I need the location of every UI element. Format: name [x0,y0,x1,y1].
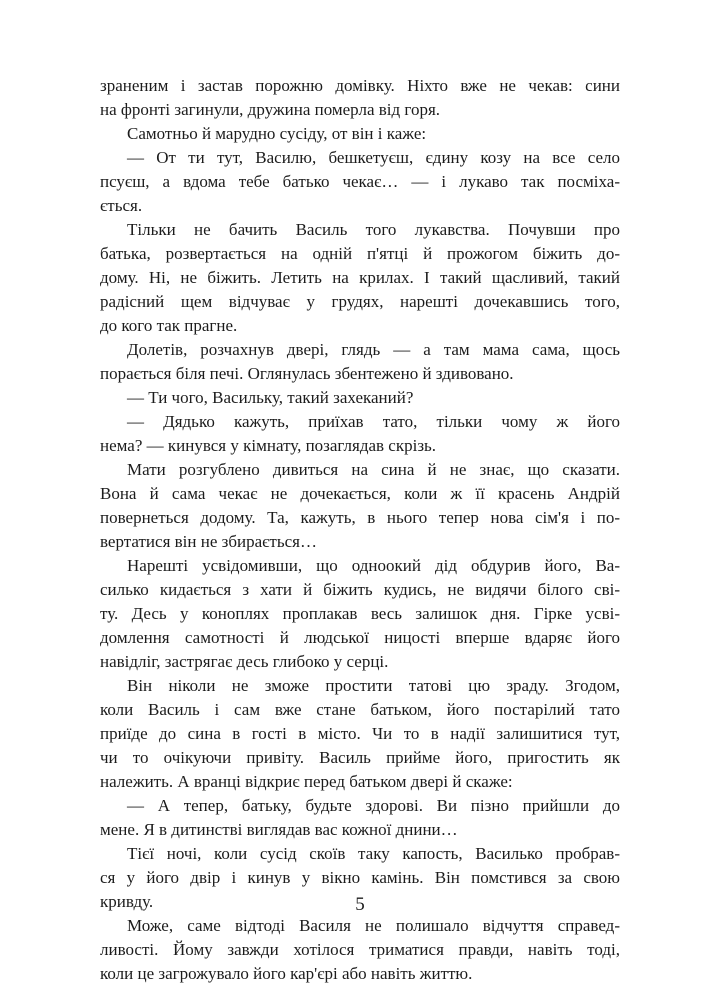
text-line: — От ти тут, Василю, бешкетуєш, єдину козу на все село [127,148,620,167]
text-line: псуєш, а вдома тебе батько чекає… — і лукаво так посміха- [100,172,620,191]
text-line: належить. А вранці відкриє перед батьком двері й скаже: [100,772,513,791]
text-line: чи то очікуючи привіту. Василь прийме його, пригостить як [100,748,620,767]
text-line: Самотньо й марудно сусіду, от він і каже: [127,124,427,143]
text-line: кривду. [100,892,154,911]
text-line: на фронті загинули, дружина померла від горя. [100,100,441,119]
page-number: 5 [355,894,365,915]
text-line: силько кидається з хати й біжить кудись, не видячи білого сві- [100,580,620,599]
text-line: повернеться додому. Та, кажуть, в нього тепер нова сім'я і по- [100,508,620,527]
text-line: — А тепер, батьку, будьте здорові. Ви пізно прийшли до [127,796,620,815]
text-line: домлення самотності й людської ницості вперше вдаряє його [100,628,620,647]
text-line: — Дядько кажуть, приїхав тато, тільки чому ж його [127,412,620,431]
text-line: коли це загрожувало його кар'єрі або навіть життю. [100,964,473,983]
text-line: до кого так прагне. [100,316,238,335]
text-line: Тільки не бачить Василь того лукавства. Почувши про [127,220,620,239]
text-line: — Ти чого, Васильку, такий захеканий? [127,388,414,407]
text-line: ту. Десь у коноплях проплакав весь залишок дня. Гірке усві- [100,604,620,623]
text-line: дому. Ні, не біжить. Летить на крилах. І такий щасливий, такий [100,268,620,287]
text-line: нема? — кинувся у кімнату, позаглядав скрізь. [100,436,437,455]
text-line: навідліг, застрягає десь глибоко у серці. [100,652,389,671]
body-text [100,74,620,986]
text-line: Нарешті усвідомивши, що одноокий дід обдурив його, Ва- [127,556,620,575]
text-line: зраненим і застав порожню домівку. Ніхто вже не чекав: сини [100,76,620,95]
text-line: ся у його двір і кинув у вікно камінь. Він помстився за свою [100,868,620,887]
text-line: радісний щем відчуває у грудях, нарешті дочекавшись того, [100,292,620,311]
text-line: порається біля печі. Оглянулась збентежено й здивовано. [100,364,514,383]
text-line: ється. [100,196,143,215]
text-line: коли Василь і сам вже стане батьком, його постарілий тато [100,700,620,719]
text-line: батька, розвертається на одній п'ятці й прожогом біжить до- [100,244,620,263]
text-line: Вона й сама чекає не дочекається, коли ж її красень Андрій [100,484,620,503]
text-line: Тієї ночі, коли сусід скоїв таку капость, Василько пробрав- [127,844,620,863]
text-line: Може, саме відтоді Василя не полишало відчуття справед- [127,916,620,935]
text-line: приїде до сина в гості в місто. Чи то в надії залишитися тут, [100,724,620,743]
text-line: Мати розгублено дивиться на сина й не знає, що сказати. [127,460,620,479]
text-line: ливості. Йому завжди хотілося триматися правди, навіть тоді, [100,940,620,959]
text-line: Долетів, розчахнув двері, глядь — а там мама сама, щось [127,340,620,359]
text-line: вертатися він не збирається… [100,532,317,551]
text-line: Він ніколи не зможе простити татові цю зраду. Згодом, [127,676,620,695]
text-line: мене. Я в дитинстві виглядав вас кожної днини… [100,820,458,839]
